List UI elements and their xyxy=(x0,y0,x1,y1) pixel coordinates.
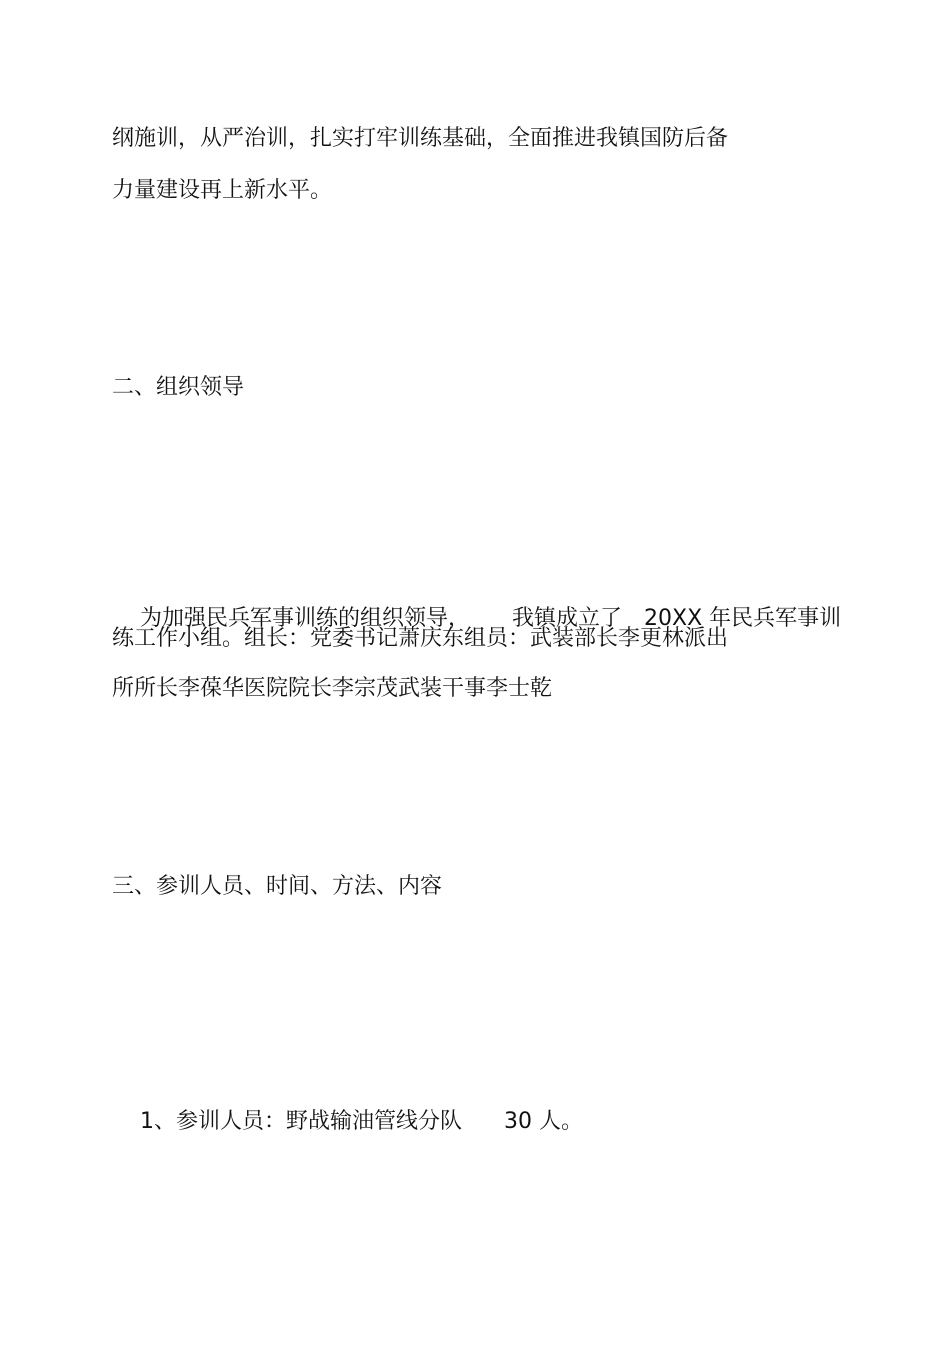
section-3-heading: 三、参训人员、时间、方法、内容 xyxy=(112,874,443,899)
item-1-line xyxy=(112,1077,583,1167)
intro-line-1: 纲施训，从严治训，扎实打牢训练基础，全面推进我镇国防后备 xyxy=(112,126,729,151)
section-2-body-line-3: 所所长李葆华医院院长李宗茂武装干事李士乾 xyxy=(112,676,553,701)
section-2-body-line-2: 练工作小组。组长：党委书记萧庆东组员：武装部长李更林派出 xyxy=(112,626,729,651)
item-1-part-a: 1、参训人员：野战输油管线分队 xyxy=(139,1109,462,1134)
intro-line-2: 力量建设再上新水平。 xyxy=(112,178,333,203)
item-1-part-b: 30 人。 xyxy=(503,1109,583,1134)
section-2-heading: 二、组织领导 xyxy=(112,375,245,400)
section-2-body-line-1-part-b: 我镇成立了 xyxy=(512,606,623,631)
section-2-body-line-1-part-c: 20XX 年民兵军事训 xyxy=(644,606,842,631)
section-2-body-line-1-part-a: 为加强民兵军事训练的组织领导， xyxy=(139,606,470,631)
